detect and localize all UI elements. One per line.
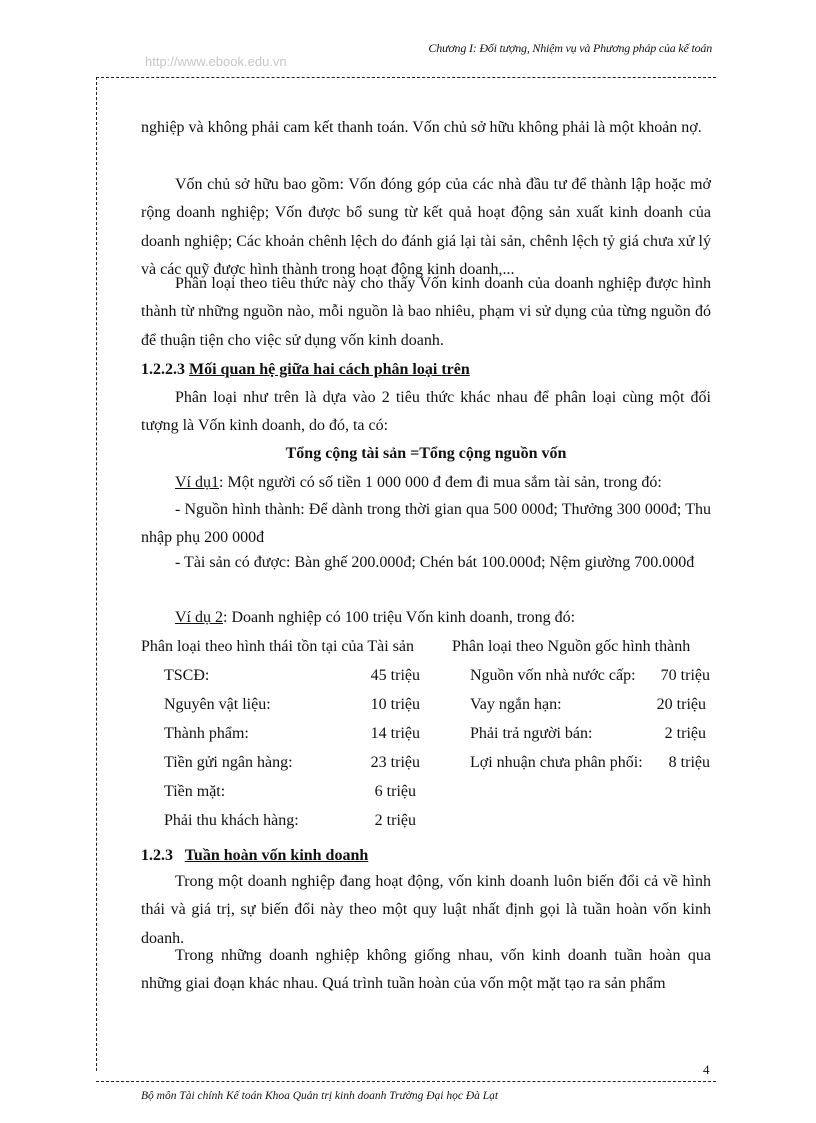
list-item-label: TSCĐ:: [164, 667, 210, 684]
list-item-label: Phải trả người bán:: [470, 725, 593, 742]
page-number: 4: [703, 1062, 710, 1077]
section-heading-1223: [141, 356, 470, 384]
section-title: Mối quan hệ giữa hai cách phân loại trên: [189, 361, 470, 378]
example-label: Ví dụ 2: [175, 609, 223, 626]
list-item-label: Tiền gửi ngân hàng:: [164, 754, 293, 771]
paragraph: Phân loại theo tiêu thức này cho thấy Vốn kinh doanh của doanh nghiệp được hình thành từ những nguồn nào, mỗi nguồn là bao nhiêu, phạm vi sử dụng của từng nguồn đó để thuận tiện cho việc sử dụng vốn kinh doanh.: [141, 275, 711, 349]
list-item-label: Tiền mặt:: [164, 783, 226, 800]
list-item-value: 20 triệu: [656, 696, 706, 713]
example-text: : Doanh nghiệp có 100 triệu Vốn kinh doanh, trong đó:: [223, 609, 576, 626]
example-label: Ví dụ1: [175, 474, 219, 491]
section-number: 1.2.3: [141, 847, 173, 864]
paragraph: Vốn chủ sở hữu bao gồm: Vốn đóng góp của các nhà đầu tư để thành lập hoặc mở rộng doanh nghiệp; Vốn được bổ sung từ kết quả hoạt động sản xuất kinh doanh của doanh nghiệp; Các khoản chênh lệch do đánh giá lại tài sản, chênh lệch tỷ giá chưa xử lý và các quỹ được hình thành trong hoạt động kinh doanh,...: [141, 176, 711, 279]
footer-rule: [96, 1081, 716, 1082]
footer-department: Bộ môn Tài chính Kế toán Khoa Quản trị kinh doanh Trường Đại học Đà Lạt: [141, 1090, 499, 1102]
list-item-label: Nguyên vật liệu:: [164, 696, 271, 713]
paragraph: Trong những doanh nghiệp không giống nhau, vốn kinh doanh tuần hoàn qua những giai đoạn khác nhau. Quá trình tuần hoàn của vốn một mặt tạo ra sản phẩm: [141, 947, 711, 993]
list-item-value: 14 triệu: [370, 725, 420, 742]
list-item-value: 10 triệu: [370, 696, 420, 713]
header-rule: [96, 77, 716, 78]
list-item-label: Vay ngắn hạn:: [470, 696, 562, 713]
right-column-header: Phân loại theo Nguồn gốc hình thành: [452, 638, 691, 655]
list-item-value: 45 triệu: [370, 667, 420, 684]
list-item-label: Phải thu khách hàng:: [164, 812, 299, 829]
list-item-value: 8 triệu: [668, 754, 710, 771]
list-item-value: 2 triệu: [374, 812, 416, 829]
left-column-header: Phân loại theo hình thái tồn tại của Tài sản: [141, 638, 414, 655]
list-item-value: 23 triệu: [370, 754, 420, 771]
example-1: [175, 469, 662, 497]
watermark-url: http://www.ebook.edu.vn: [145, 54, 287, 69]
list-item-value: 70 triệu: [660, 667, 710, 684]
running-header: Chương I: Đối tượng, Nhiệm vụ và Phương pháp của kế toán: [428, 41, 712, 55]
section-number: 1.2.2.3: [141, 361, 185, 378]
list-item-value: 6 triệu: [374, 783, 416, 800]
paragraph: nghiệp và không phải cam kết thanh toán. Vốn chủ sở hữu không phải là một khoản nợ.: [141, 119, 702, 136]
paragraph: Phân loại như trên là dựa vào 2 tiêu thức khác nhau để phân loại cùng một đối tượng là Vốn kinh doanh, do đó, ta có:: [141, 389, 711, 435]
section-heading-123: [141, 842, 368, 870]
example-text: : Một người có số tiền 1 000 000 đ đem đi mua sắm tài sản, trong đó:: [219, 474, 662, 491]
list-item: - Nguồn hình thành: Để dành trong thời gian qua 500 000đ; Thưởng 300 000đ; Thu nhập phụ 200 000đ: [141, 501, 711, 547]
example-2: [175, 604, 575, 632]
paragraph: Trong một doanh nghiệp đang hoạt động, vốn kinh doanh luôn biến đổi cả về hình thái và giá trị, sự biến đổi này theo một quy luật nhất định gọi là tuần hoàn vốn kinh doanh.: [141, 873, 711, 947]
equation: Tổng cộng tài sản =Tổng cộng nguồn vốn: [285, 445, 567, 462]
list-item: - Tài sản có được: Bàn ghế 200.000đ; Chén bát 100.000đ; Nệm giường 700.000đ: [175, 554, 695, 571]
list-item-label: Thành phẩm:: [164, 725, 249, 742]
list-item-value: 2 triệu: [664, 725, 706, 742]
list-item-label: Nguồn vốn nhà nước cấp:: [470, 667, 636, 684]
left-margin-rule: [96, 77, 97, 1071]
section-title: Tuần hoàn vốn kinh doanh: [184, 847, 369, 864]
list-item-label: Lợi nhuận chưa phân phối:: [470, 754, 643, 771]
